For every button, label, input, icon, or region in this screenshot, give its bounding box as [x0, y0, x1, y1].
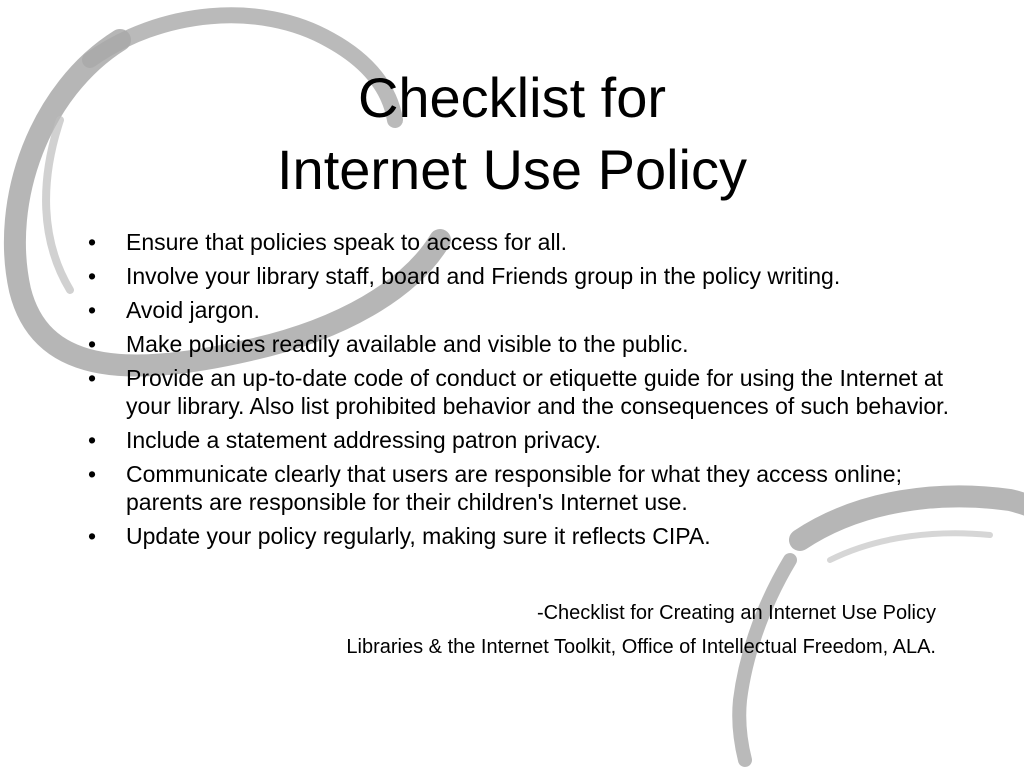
list-item — [88, 330, 968, 358]
citation-line-1: -Checklist for Creating an Internet Use Policy — [536, 602, 936, 624]
bullet-marker: • — [88, 297, 97, 323]
list-item-text: Avoid jargon. — [126, 297, 260, 323]
list-item — [88, 296, 968, 324]
slide-title-line-2: Internet Use Policy — [277, 138, 747, 201]
list-item-text: Involve your library staff, board and Friends group in the policy writing. — [126, 263, 841, 289]
bullet-marker: • — [88, 523, 97, 549]
list-item — [88, 364, 968, 420]
slide-title — [0, 62, 1024, 206]
citation-line-2: Libraries & the Internet Toolkit, Office of Intellectual Freedom, ALA. — [346, 636, 936, 658]
list-item-text: Include a statement addressing patron privacy. — [126, 427, 602, 453]
list-item — [88, 426, 968, 454]
list-item-text: Make policies readily available and visible to the public. — [126, 331, 689, 357]
list-item — [88, 522, 968, 550]
list-item-text: Communicate clearly that users are responsible for what they access online; parents are responsible for their children's Internet use. — [126, 461, 902, 515]
list-item-text: Provide an up-to-date code of conduct or etiquette guide for using the Internet at your library. Also list prohibited behavior and the consequences of such behavior. — [126, 365, 949, 419]
bullet-marker: • — [88, 229, 97, 255]
list-item — [88, 460, 968, 516]
bullet-marker: • — [88, 365, 97, 391]
list-item — [88, 228, 968, 256]
checklist-bullets — [88, 228, 968, 556]
list-item-text: Update your policy regularly, making sure it reflects CIPA. — [126, 523, 711, 549]
bullet-marker: • — [88, 331, 97, 357]
bullet-marker: • — [88, 427, 97, 453]
bullet-marker: • — [88, 263, 97, 289]
bullet-marker: • — [88, 461, 97, 487]
source-citation — [346, 596, 936, 664]
list-item — [88, 262, 968, 290]
slide-title-line-1: Checklist for — [357, 66, 667, 129]
list-item-text: Ensure that policies speak to access for all. — [126, 229, 568, 255]
